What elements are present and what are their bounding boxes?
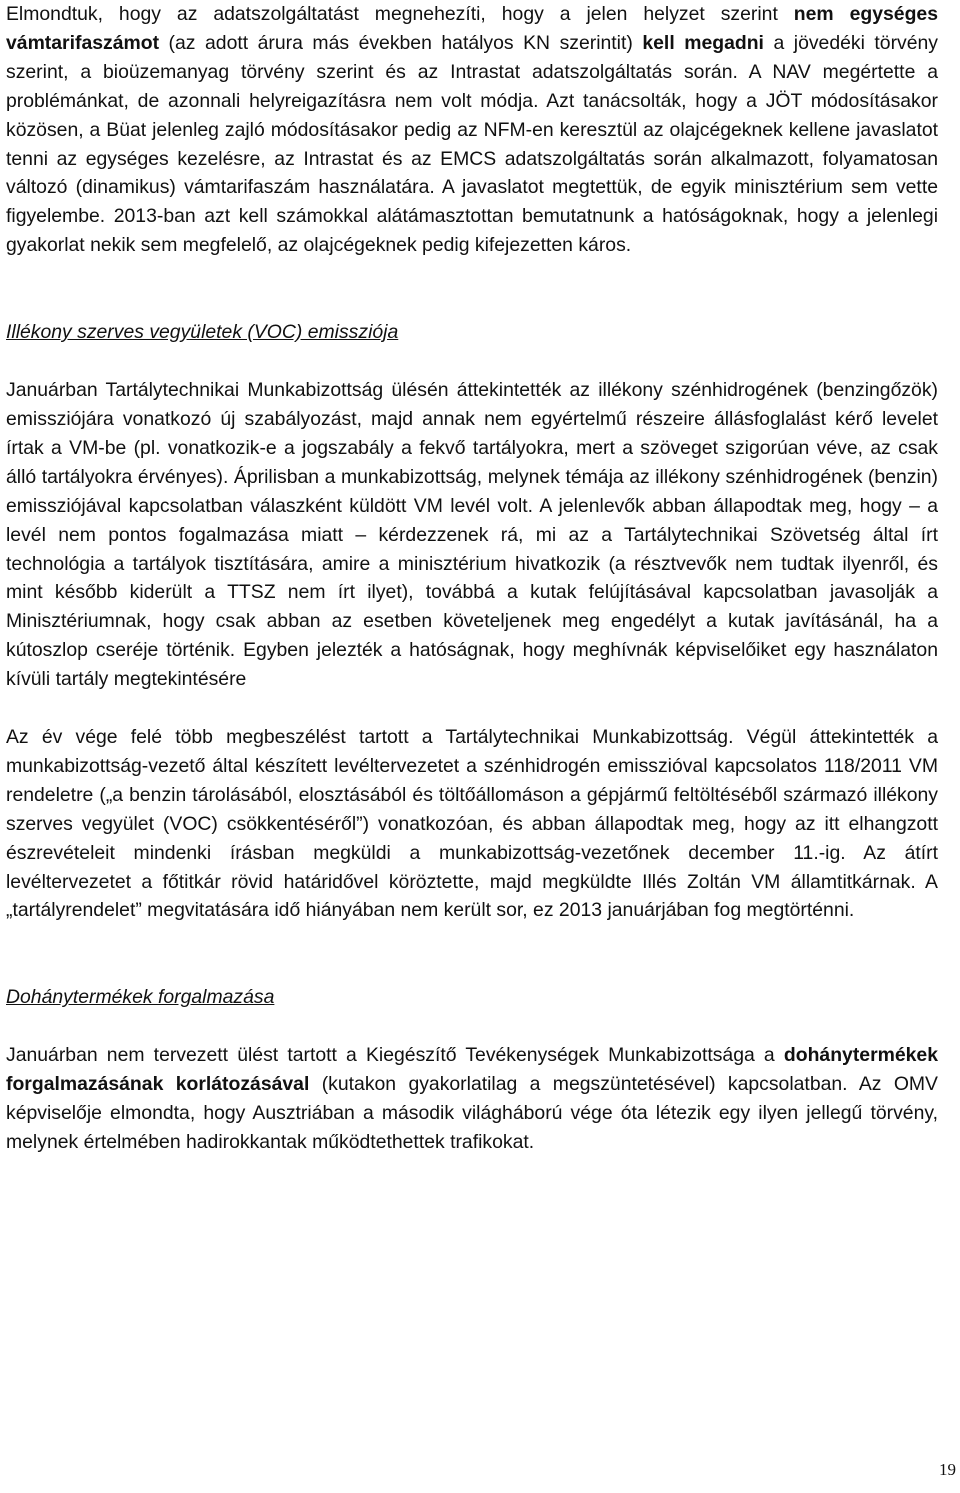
spacer xyxy=(6,347,938,376)
bold-run: dohánytermékek forgalmazásának korlátozásával xyxy=(6,1044,938,1096)
paragraph-voc-2: Az év vége felé több megbeszélést tartott a Tartálytechnikai Munkabizottság. Végül áttekintették a munkabizottság-vezető által készített levéltervezetet a szénhidrogén emisszióval kapcsolatos 118/2011 VM rendeletre („a benzin tárolásából, elosztásából és töltőállomáson a gépjármű feltöltéséből származó illékony szerves vegyület (VOC) csökkentéséről”) vonatkozóan, és abban állapodtak meg, hogy az itt elhangzott észrevételeit mindenki írásban megküldi a munkabizottság-vezetőnek december 11.-ig. Az átírt levéltervezetet a főtitkár rövid határidővel köröztette, majd megküldte Illés Zoltán VM államtitkárnak. A „tartályrendelet” megvitatására idő hiányában nem került sor, ez 2013 januárjában fog megtörténni. xyxy=(6,726,938,922)
page-number: 19 xyxy=(939,1460,956,1479)
spacer xyxy=(6,1012,938,1041)
text-run: (az adott árura más években hatályos KN szerintit) xyxy=(159,31,643,54)
section-heading-voc: Illékony szerves vegyületek (VOC) emissziója xyxy=(6,321,399,344)
section-heading-tobacco: Dohánytermékek forgalmazása xyxy=(6,986,275,1009)
bold-run: kell megadni xyxy=(642,31,764,54)
text-run: (kutakon gyakorlatilag a megszüntetésével) kapcsolatban. Az OMV képviselője elmondta, hogy Ausztriában a második világháború vége óta létezik egy ilyen jellegű törvény, melynek értelmében hadirokkantak működtethettek trafikokat. xyxy=(6,1073,938,1153)
spacer xyxy=(6,925,938,983)
paragraph-tobacco xyxy=(6,1041,938,1157)
text-run: Januárban nem tervezett ülést tartott a Kiegészítő Tevékenységek Munkabizottsága a xyxy=(6,1044,784,1067)
bold-run: nem egységes vámtarifaszámot xyxy=(6,3,938,54)
spacer xyxy=(6,694,938,723)
paragraph-tariff-number xyxy=(6,0,938,260)
text-run: Elmondtuk, hogy az adatszolgáltatást megnehezíti, hogy a jelen helyzet szerint xyxy=(6,3,794,25)
spacer xyxy=(6,260,938,318)
document-page xyxy=(6,0,938,1157)
text-run: a jövedéki törvény szerint, a bioüzemanyag törvény szerint és az Intrastat adatszolgáltatás során. A NAV megértette a problémánkat, de azonnali helyreigazításra nem volt módja. Azt tanácsolták, hogy a JÖT módosításakor közösen, a Büat jelenleg zajló módosításakor pedig az NFM-en keresztül az olajcégeknek kellene javaslatot tenni az egységes kezelésre, az Intrastat és az EMCS adatszolgáltatás során alkalmazott, folyamatosan változó (dinamikus) vámtarifaszám használatára. A javaslatot megtettük, de egyik minisztérium sem vette figyelembe. 2013-ban azt kell számokkal alátámasztottan bemutatnunk a hatóságoknak, hogy a jelenlegi gyakorlat nekik sem megfelelő, az olajcégeknek pedig kifejezetten káros. xyxy=(6,31,939,257)
paragraph-voc-1: Januárban Tartálytechnikai Munkabizottság ülésén áttekintették az illékony szénhidrogének (benzingőzök) emissziójára vonatkozó új szabályozást, majd annak nem egyértelmű részeire állásfoglalást kérő levelet írtak a VM-be (pl. vonatkozik-e a jogszabály a fekvő tartályokra, mert a szöveget szigorúan véve, az csak álló tartályokra érvényes). Áprilisban a munkabizottság, melynek témája az illékony szénhidrogének (benzin) emissziójával kapcsolatban válaszként küldött VM levél volt. A jelenlevők abban állapodtak meg, hogy – a levél nem pontos fogalmazása miatt – kérdezzenek rá, mi az a Tartálytechnikai Szövetség által írt technológia a tartályok tisztítására, amire a minisztérium hivatkozik (a résztvevők nem tudtak ilyenről, és mint később kiderült a TTSZ nem írt ilyet), továbbá a kutak felújításával kapcsolatban javasolják a Minisztériumnak, hogy csak abban az esetben követeljenek meg engedélyt a kutak javításánál, ha a kútoszlop cseréje történik. Egyben jelezték a hatóságnak, hogy meghívnák képviselőiket egy használaton kívüli tartály megtekintésére xyxy=(6,379,938,691)
